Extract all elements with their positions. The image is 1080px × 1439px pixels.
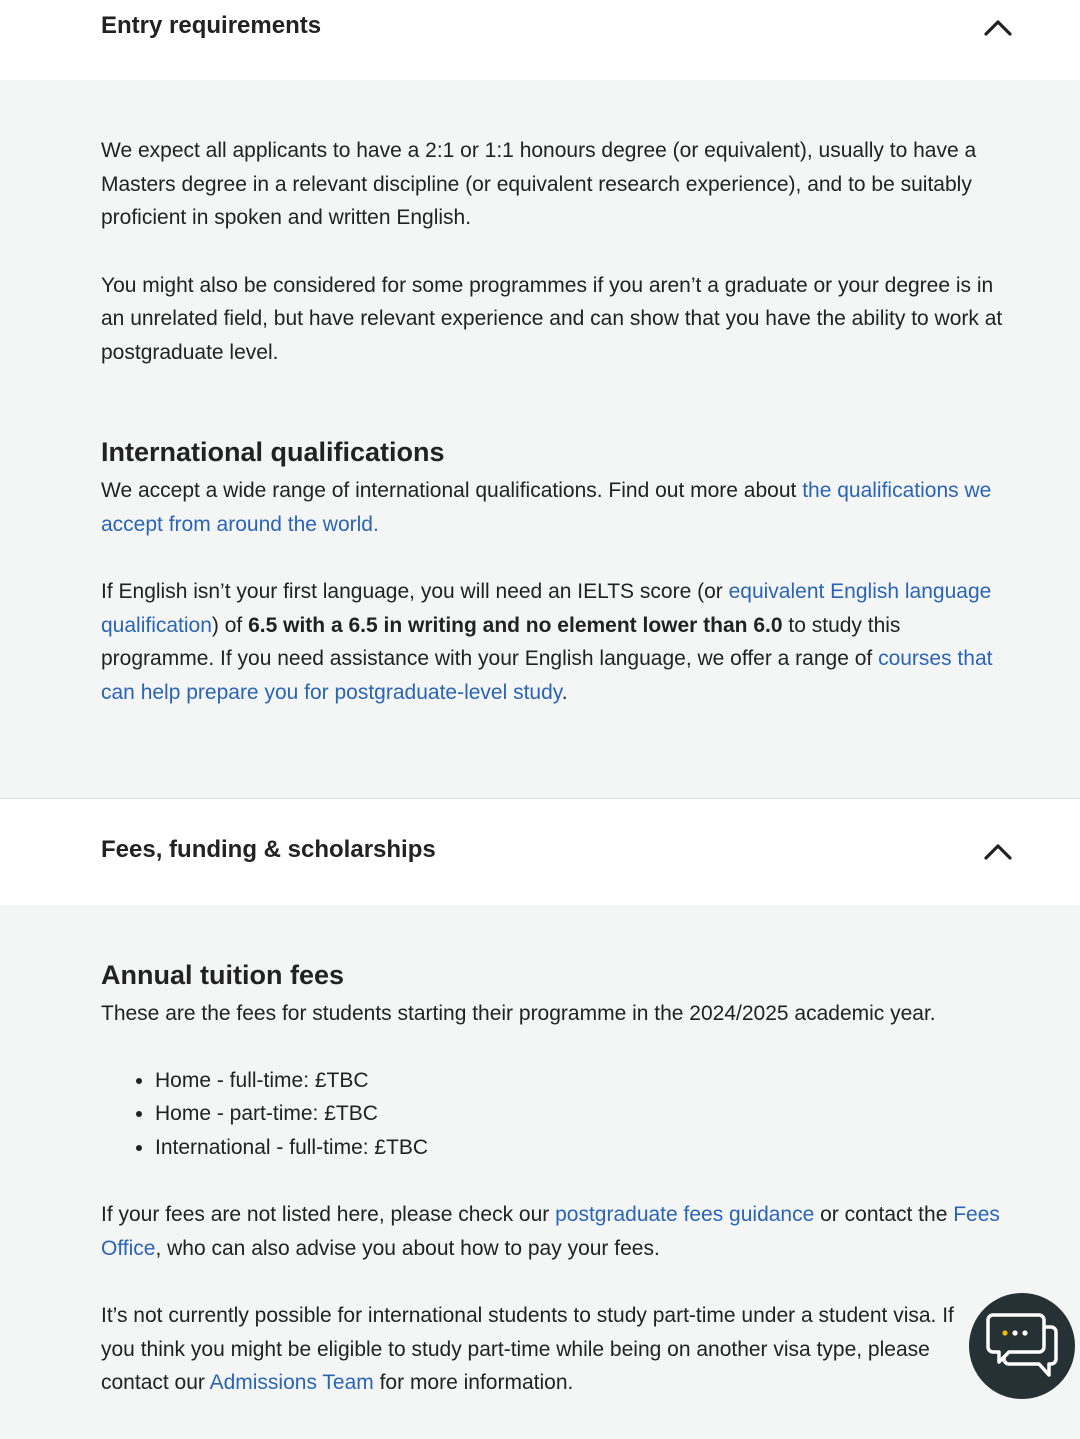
- qualifications-link[interactable]: the qualifications we accept from around the world.: [101, 479, 992, 536]
- ielts-score: 6.5 with a 6.5 in writing and no element lower than 6.0: [248, 613, 783, 637]
- visa-text-1: It’s not currently possible for international students to study part-time under a student visa. If you think you might be eligible to study part-time while being on another visa type, please contact our: [101, 1304, 954, 1394]
- part-time-visa-text: [101, 1299, 971, 1400]
- eng-text-1: If English isn’t your first language, you will need an IELTS score (or: [101, 580, 729, 603]
- equivalent-english-link[interactable]: equivalent English language qualification: [101, 580, 992, 637]
- admissions-team-link[interactable]: Admissions Team: [209, 1371, 374, 1394]
- fees-panel: [101, 957, 1011, 1400]
- entry-requirements-header[interactable]: [0, 0, 1080, 80]
- fees-text-3: , who can also advise you about how to pay your fees.: [155, 1236, 660, 1260]
- list-item: • Home - part-time: £TBC: [155, 1097, 1011, 1131]
- international-qualifications-text: [101, 474, 1011, 541]
- list-item: • Home - full-time: £TBC: [155, 1064, 1011, 1098]
- annual-tuition-heading: Annual tuition fees: [101, 960, 344, 990]
- fees-list: [101, 1064, 1011, 1165]
- chevron-up-icon[interactable]: [978, 8, 1018, 48]
- courses-link[interactable]: courses that can help prepare you for postgraduate-level study: [101, 647, 993, 704]
- fees-guidance-link[interactable]: postgraduate fees guidance: [555, 1203, 815, 1226]
- intl-text: We accept a wide range of international qualifications. Find out more about: [101, 479, 803, 502]
- fees-text-1: If your fees are not listed here, please check our: [101, 1203, 556, 1226]
- entry-paragraph-1: We expect all applicants to have a 2:1 or 1:1 honours degree (or equivalent), usually to have a Masters degree in a relevant discipline (or equivalent research experience), and to be suitably proficient in spoken and written English.: [101, 139, 977, 229]
- chat-bubbles-icon: [969, 1293, 1075, 1399]
- international-qualifications: [101, 434, 1011, 709]
- fees-header[interactable]: [0, 799, 1080, 905]
- entry-requirements-panel: [101, 134, 1011, 369]
- entry-requirements-title: Entry requirements: [101, 12, 322, 39]
- fees-office-link[interactable]: Fees Office: [101, 1203, 1000, 1260]
- international-qualifications-heading: International qualifications: [101, 437, 445, 467]
- visa-text-2: for more information.: [373, 1371, 574, 1394]
- chevron-up-icon[interactable]: [978, 832, 1018, 872]
- list-item: • International - full-time: £TBC: [155, 1131, 1011, 1165]
- fees-guidance-text: [101, 1198, 1011, 1265]
- english-requirement-text: [101, 575, 1011, 709]
- eng-text-3: to study this programme. If you need assistance with your English language, we offer a range of: [101, 613, 901, 670]
- fees-text-2: or contact the: [814, 1203, 954, 1226]
- eng-text-2: ) of: [211, 613, 249, 637]
- fees-title: Fees, funding & scholarships: [101, 836, 436, 863]
- eng-text-4: .: [561, 680, 568, 704]
- entry-paragraph-2: You might also be considered for some programmes if you aren’t a graduate or your degree is in an unrelated field, but have relevant experience and can show that you have the ability to work at postgraduate level.: [101, 273, 1003, 364]
- fees-intro: These are the fees for students starting their programme in the 2024/2025 academic year.: [101, 1002, 936, 1025]
- chat-button[interactable]: [969, 1293, 1075, 1399]
